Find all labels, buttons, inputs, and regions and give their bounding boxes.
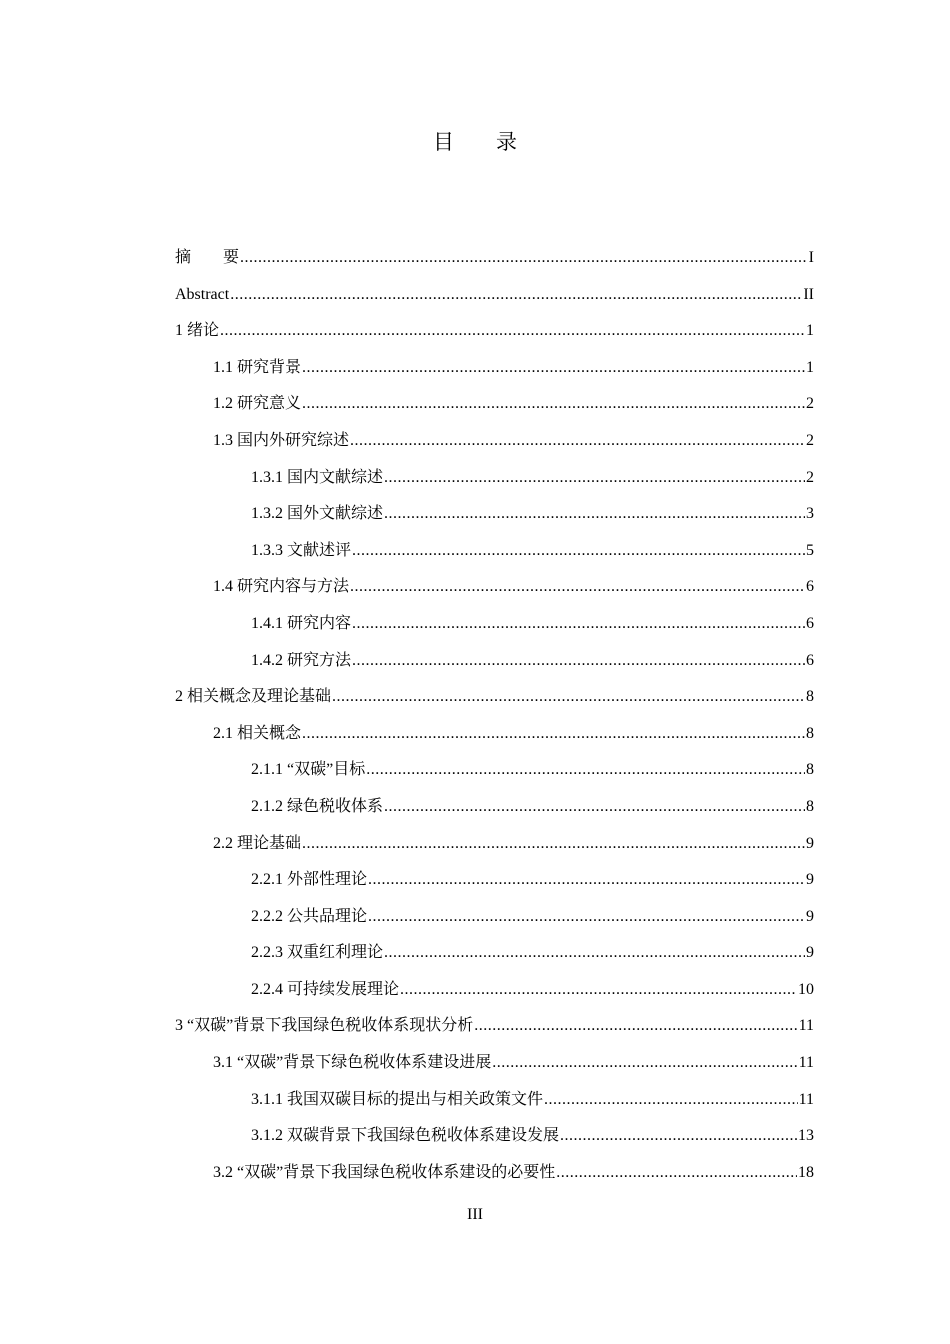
toc-entry[interactable] — [175, 386, 814, 423]
toc-leader-dots — [352, 606, 805, 643]
toc-leader-dots — [302, 386, 805, 423]
toc-entry-label: 1.3.3 文献述评 — [251, 541, 352, 559]
toc-entry-page: 6 — [806, 651, 814, 669]
toc-entry-page: 11 — [798, 1054, 814, 1072]
toc-entry-label: 1.3.1 国内文献综述 — [251, 468, 384, 486]
toc-leader-dots — [366, 752, 805, 789]
toc-entry-page: 9 — [806, 944, 814, 962]
toc-entry-label: 2 相关概念及理论基础 — [175, 688, 332, 706]
toc-entry[interactable] — [175, 679, 814, 716]
toc-entry-page: 13 — [798, 1127, 814, 1145]
toc-entry-label: 2.1.2 绿色税收体系 — [251, 797, 384, 815]
toc-leader-dots — [560, 1118, 797, 1155]
toc-entry[interactable] — [175, 862, 814, 899]
toc-entry-label: 3.2 “双碳”背景下我国绿色税收体系建设的必要性 — [213, 1163, 556, 1181]
toc-entry-label: 3 “双碳”背景下我国绿色税收体系现状分析 — [175, 1017, 474, 1035]
toc-leader-dots — [368, 899, 805, 936]
toc-entry-page: 1 — [806, 358, 814, 376]
toc-leader-dots — [230, 277, 802, 314]
toc-leader-dots — [400, 972, 797, 1009]
toc-entry[interactable] — [175, 1008, 814, 1045]
toc-entry-page: 8 — [806, 797, 814, 815]
toc-entry-page: 9 — [806, 871, 814, 889]
toc-entry[interactable] — [175, 789, 814, 826]
toc-entry-page: 11 — [798, 1017, 814, 1035]
toc-leader-dots — [556, 1155, 797, 1192]
toc-entry[interactable] — [175, 606, 814, 643]
toc-leader-dots — [220, 313, 805, 350]
toc-entry[interactable] — [175, 1155, 814, 1192]
toc-entry-label: 1.2 研究意义 — [213, 395, 302, 413]
toc-entry-page: 10 — [798, 980, 814, 998]
toc-entry-label: 3.1.2 双碳背景下我国绿色税收体系建设发展 — [251, 1127, 560, 1145]
toc-entry[interactable] — [175, 313, 814, 350]
toc-entry-page: 11 — [798, 1090, 814, 1108]
toc-entry-page: 8 — [806, 761, 814, 779]
toc-entry[interactable] — [175, 277, 814, 314]
toc-entry-label: Abstract — [175, 285, 230, 303]
toc-entry-page: 3 — [806, 505, 814, 523]
toc-entry-label: 1.4.1 研究内容 — [251, 614, 352, 632]
toc-leader-dots — [302, 716, 805, 753]
toc-entry[interactable] — [175, 716, 814, 753]
toc-leader-dots — [384, 789, 805, 826]
toc-leader-dots — [544, 1082, 798, 1119]
toc-entry[interactable] — [175, 460, 814, 497]
toc-leader-dots — [384, 935, 805, 972]
toc-entry-label: 1.4 研究内容与方法 — [213, 578, 350, 596]
toc-entry-label: 2.2.4 可持续发展理论 — [251, 980, 400, 998]
page-number: III — [467, 1206, 483, 1223]
toc-entry[interactable] — [175, 935, 814, 972]
toc-entry-label: 1.4.2 研究方法 — [251, 651, 352, 669]
title-char-1: 目 — [433, 130, 454, 154]
toc-leader-dots — [332, 679, 805, 716]
toc-entry[interactable] — [175, 826, 814, 863]
title-char-2: 录 — [496, 130, 517, 154]
toc-entry-label: 1.3.2 国外文献综述 — [251, 505, 384, 523]
toc-entry-label: 2.2 理论基础 — [213, 834, 302, 852]
toc-entry-page: 18 — [798, 1163, 814, 1181]
toc-entry-label: 3.1 “双碳”背景下绿色税收体系建设进展 — [213, 1054, 492, 1072]
toc-leader-dots — [350, 423, 805, 460]
toc-leader-dots — [240, 240, 808, 277]
toc-entry-label: 3.1.1 我国双碳目标的提出与相关政策文件 — [251, 1090, 544, 1108]
toc-entry-page: 5 — [806, 541, 814, 559]
toc-entry-page: 2 — [806, 395, 814, 413]
toc-entry-label: 1.3 国内外研究综述 — [213, 431, 350, 449]
toc-entry-label: 2.2.1 外部性理论 — [251, 871, 368, 889]
toc-entry[interactable] — [175, 643, 814, 680]
toc-entry[interactable] — [175, 972, 814, 1009]
toc-leader-dots — [384, 460, 805, 497]
toc-entry-label: 1 绪论 — [175, 322, 220, 340]
toc-entry-page: 9 — [806, 834, 814, 852]
table-of-contents — [175, 240, 814, 1191]
toc-entry[interactable] — [175, 350, 814, 387]
toc-entry-page: 8 — [806, 724, 814, 742]
toc-entry-page: 2 — [806, 431, 814, 449]
toc-entry[interactable] — [175, 1118, 814, 1155]
toc-leader-dots — [350, 569, 805, 606]
toc-entry[interactable] — [175, 899, 814, 936]
toc-leader-dots — [302, 826, 805, 863]
toc-entry-page: 6 — [806, 614, 814, 632]
toc-leader-dots — [492, 1045, 797, 1082]
toc-entry[interactable] — [175, 1082, 814, 1119]
toc-entry-page: II — [803, 285, 814, 303]
toc-entry[interactable] — [175, 240, 814, 277]
toc-entry[interactable] — [175, 423, 814, 460]
toc-entry[interactable] — [175, 569, 814, 606]
toc-leader-dots — [352, 533, 805, 570]
toc-entry-label: 摘 要 — [175, 249, 240, 266]
toc-leader-dots — [352, 643, 805, 680]
toc-leader-dots — [384, 496, 805, 533]
toc-entry-label: 2.1.1 “双碳”目标 — [251, 761, 366, 779]
toc-entry[interactable] — [175, 533, 814, 570]
toc-entry-page: 9 — [806, 907, 814, 925]
toc-entry-page: 8 — [806, 688, 814, 706]
toc-entry-label: 2.1 相关概念 — [213, 724, 302, 742]
toc-entry-page: I — [808, 249, 814, 266]
toc-entry-label: 1.1 研究背景 — [213, 358, 302, 376]
toc-entry-label: 2.2.3 双重红利理论 — [251, 944, 384, 962]
toc-leader-dots — [474, 1008, 797, 1045]
toc-entry[interactable] — [175, 496, 814, 533]
toc-entry-page: 2 — [806, 468, 814, 486]
toc-entry-label: 2.2.2 公共品理论 — [251, 907, 368, 925]
toc-leader-dots — [368, 862, 805, 899]
toc-entry-page: 6 — [806, 578, 814, 596]
page-title — [0, 126, 950, 156]
toc-entry[interactable] — [175, 752, 814, 789]
toc-entry[interactable] — [175, 1045, 814, 1082]
toc-entry-page: 1 — [806, 322, 814, 340]
toc-leader-dots — [302, 350, 805, 387]
